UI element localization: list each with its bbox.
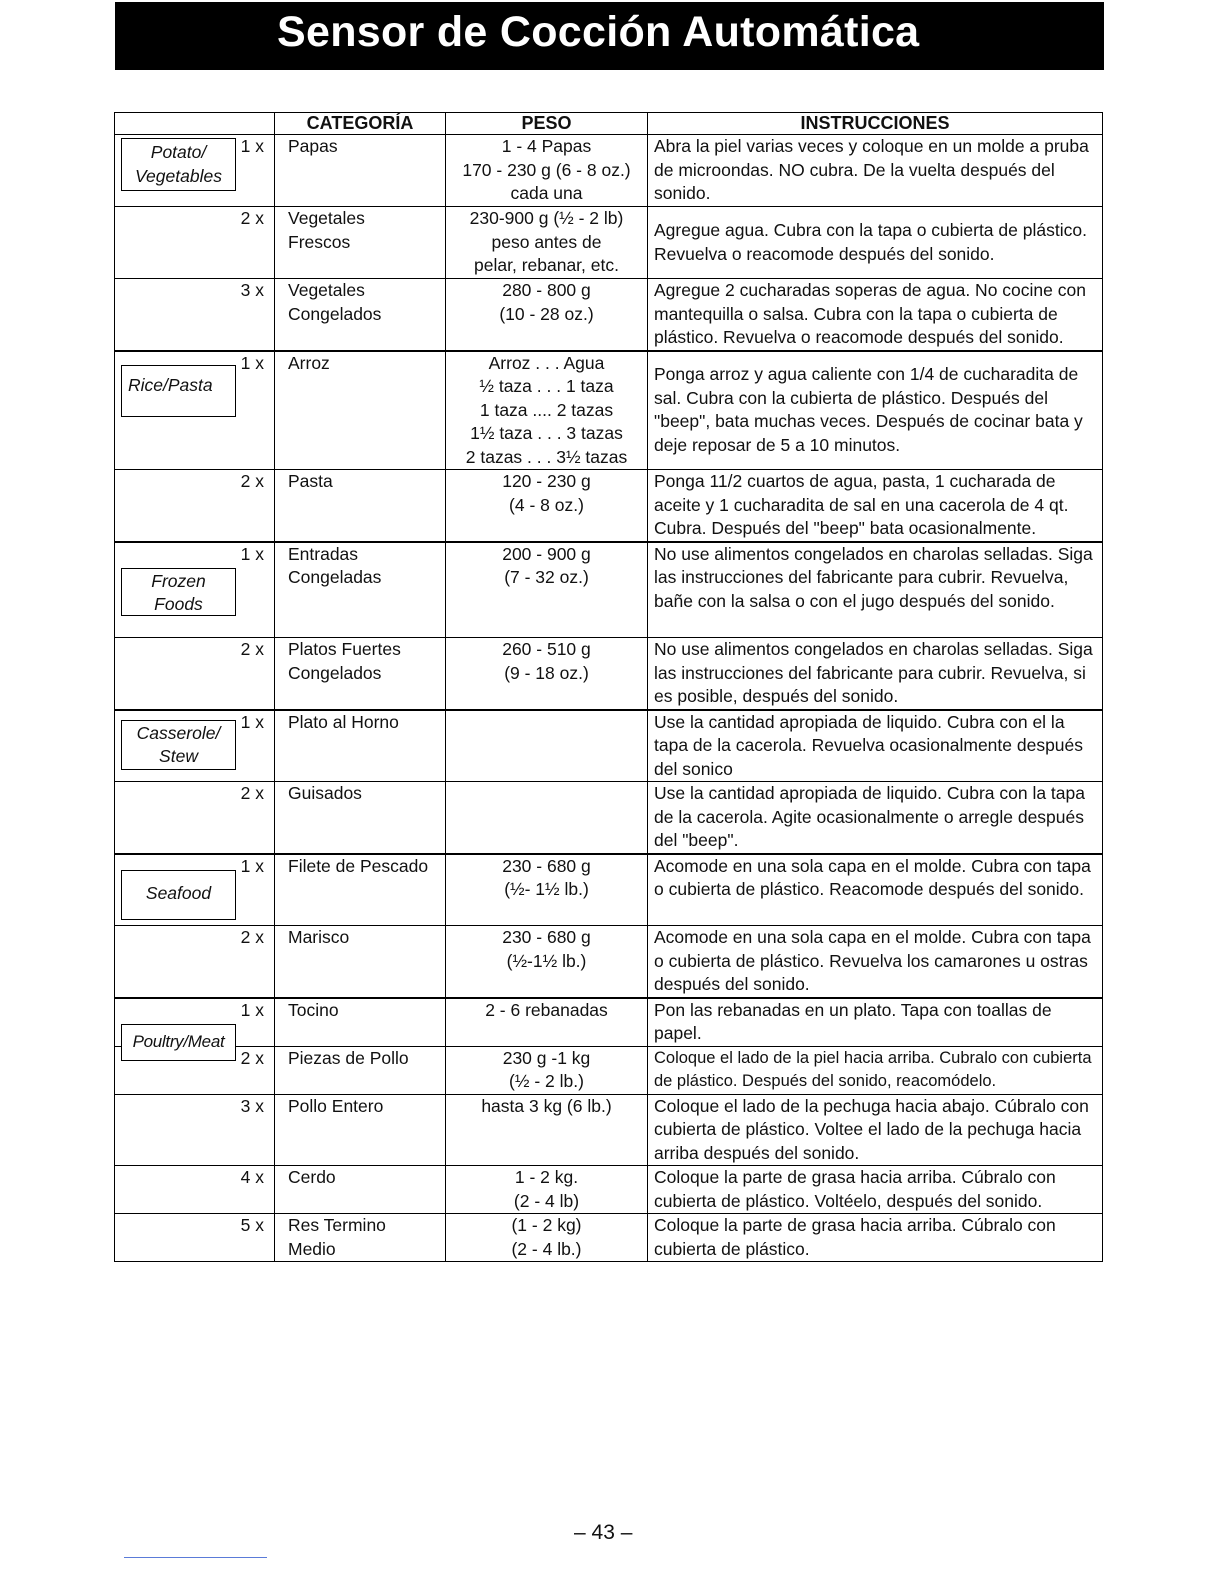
row-weight: 1 - 2 kg. (2 - 4 lb) [446,1166,648,1214]
row-code: 1 x [240,999,264,1020]
table-row [115,782,1103,854]
table-row [115,351,1103,470]
group-label-seafood: Seafood [121,870,236,920]
table-header-row [115,113,1103,135]
row-category: Entradas Congeladas [275,542,446,638]
table-row [115,542,1103,638]
row-weight: 230-900 g (½ - 2 lb) peso antes de pelar, rebanar, etc. [446,207,648,279]
header-category: CATEGORÍA [275,113,446,135]
row-weight: 1 - 4 Papas 170 - 230 g (6 - 8 oz.) cada una [446,135,648,207]
row-weight: 2 - 6 rebanadas [446,998,648,1047]
row-instructions: Ponga 11/2 cuartos de agua, pasta, 1 cucharada de aceite y 1 cucharadita de sal en una cacerola de 4 qt. Cubra. Después del "beep" bata ocasionalmente. [648,470,1103,542]
row-instructions: Use la cantidad apropiada de liquido. Cubra con el la tapa de la cacerola. Revuelva ocasionalmente después del sonico [648,710,1103,782]
row-instructions: Agregue agua. Cubra con la tapa o cubierta de plástico. Revuelva o reacomode después del sonido. [648,207,1103,279]
row-code: 1 x [240,543,264,564]
group-label-frozen: Frozen Foods [121,568,236,616]
page-number: – 43 – [574,1521,633,1544]
row-code: 2 x [115,1046,275,1094]
row-category: Pollo Entero [275,1094,446,1166]
row-code: 2 x [115,782,275,854]
group-label-potato: Potato/ Vegetables [121,138,236,191]
row-weight: hasta 3 kg (6 lb.) [446,1094,648,1166]
row-category: Platos Fuertes Congelados [275,638,446,710]
row-instructions: No use alimentos congelados en charolas selladas. Siga las instrucciones del fabricante para cubrir. Revuelva, bañe con la salsa o con el jugo después del sonido. [648,542,1103,638]
group-label-poultry: Poultry/Meat [121,1024,236,1061]
group-cell-seafood [115,854,275,926]
row-weight: 120 - 230 g (4 - 8 oz.) [446,470,648,542]
header-blank [115,113,275,135]
row-instructions: Coloque la parte de grasa hacia arriba. Cúbralo con cubierta de plástico. Voltéelo, después del sonido. [648,1166,1103,1214]
row-code: 4 x [115,1166,275,1214]
table-row [115,926,1103,998]
group-label-casserole: Casserole/ Stew [121,720,236,770]
row-instructions: Ponga arroz y agua caliente con 1/4 de cucharadita de sal. Cubra con la cubierta de plástico. Después del "beep", bata muchas veces. Después de cocinar bata y deje reposar de 5 a 10 minutos. [648,351,1103,470]
table-row [115,470,1103,542]
row-code: 5 x [115,1214,275,1262]
group-cell-rice [115,351,275,470]
sensor-cooking-table [114,112,1103,1262]
group-cell-frozen [115,542,275,638]
row-code: 3 x [115,1094,275,1166]
row-code: 3 x [115,279,275,351]
row-weight: 280 - 800 g (10 - 28 oz.) [446,279,648,351]
row-code: 2 x [115,926,275,998]
row-category: Filete de Pescado [275,854,446,926]
row-weight: 230 - 680 g (½-1½ lb.) [446,926,648,998]
table-row [115,854,1103,926]
row-code: 1 x [240,352,264,373]
row-category: Arroz [275,351,446,470]
row-code: 1 x [240,855,264,876]
table-row [115,1046,1103,1094]
row-weight: 200 - 900 g (7 - 32 oz.) [446,542,648,638]
table-row [115,710,1103,782]
header-weight: PESO [446,113,648,135]
row-instructions: Coloque la parte de grasa hacia arriba. Cúbralo con cubierta de plástico. [648,1214,1103,1262]
row-weight: Arroz . . . Agua ½ taza . . . 1 taza 1 taza .... 2 tazas 1½ taza . . . 3 tazas 2 tazas . . . 3½ tazas [446,351,648,470]
row-weight [446,782,648,854]
row-category: Res Termino Medio [275,1214,446,1262]
table-row [115,1094,1103,1166]
row-category: Cerdo [275,1166,446,1214]
row-category: Pasta [275,470,446,542]
row-weight: (1 - 2 kg) (2 - 4 lb.) [446,1214,648,1262]
row-instructions: Agregue 2 cucharadas soperas de agua. No cocine con mantequilla o salsa. Cubra con la tapa o cubierta de plástico. Revuelva o reacomode después del sonido. [648,279,1103,351]
group-cell-casserole [115,710,275,782]
table-row [115,135,1103,207]
page-title: Sensor de Cocción Automática [277,8,920,56]
row-instructions: Acomode en una sola capa en el molde. Cubra con tapa o cubierta de plástico. Reacomode después del sonido. [648,854,1103,926]
row-category: Plato al Horno [275,710,446,782]
table-row [115,279,1103,351]
row-category: Papas [275,135,446,207]
row-weight: 230 - 680 g (½- 1½ lb.) [446,854,648,926]
row-code: 2 x [115,207,275,279]
row-category: Tocino [275,998,446,1047]
row-category: Marisco [275,926,446,998]
row-weight: 230 g -1 kg (½ - 2 lb.) [446,1046,648,1094]
header-instructions: INSTRUCCIONES [648,113,1103,135]
row-weight: 260 - 510 g (9 - 18 oz.) [446,638,648,710]
row-instructions: Abra la piel varias veces y coloque en un molde a pruba de microondas. NO cubra. De la vuelta después del sonido. [648,135,1103,207]
row-code: 1 x [240,136,264,156]
row-category: Piezas de Pollo [275,1046,446,1094]
row-instructions: No use alimentos congelados en charolas selladas. Siga las instrucciones del fabricante para cubrir. Revuelva, si es posible, después del sonido. [648,638,1103,710]
row-instructions: Use la cantidad apropiada de liquido. Cubra con la tapa de la cacerola. Agite ocasionalmente o arregle después del "beep". [648,782,1103,854]
row-category: Vegetales Congelados [275,279,446,351]
group-cell-poultry [115,998,275,1051]
row-instructions: Acomode en una sola capa en el molde. Cubra con tapa o cubierta de plástico. Revuelva los camarones u ostras después del sonido. [648,926,1103,998]
row-instructions: Coloque el lado de la pechuga hacia abajo. Cúbralo con cubierta de plástico. Voltee el lado de la pechuga hacia arriba después del sonido. [648,1094,1103,1166]
table-row [115,1214,1103,1262]
row-instructions: Coloque el lado de la piel hacia arriba. Cubralo con cubierta de plástico. Después del sonido, reacomódelo. [648,1046,1103,1094]
row-code: 2 x [115,638,275,710]
table-row [115,998,1103,1047]
row-code: 2 x [115,470,275,542]
row-category: Guisados [275,782,446,854]
title-banner [115,2,1104,70]
group-label-rice: Rice/Pasta [121,365,236,417]
table-row [115,1166,1103,1214]
table-row [115,638,1103,710]
footer-rule [124,1557,267,1558]
row-instructions: Pon las rebanadas en un plato. Tapa con toallas de papel. [648,998,1103,1047]
row-category: Vegetales Frescos [275,207,446,279]
table-row [115,207,1103,279]
row-code: 1 x [240,711,264,732]
row-weight [446,710,648,782]
group-cell-potato [115,135,275,207]
